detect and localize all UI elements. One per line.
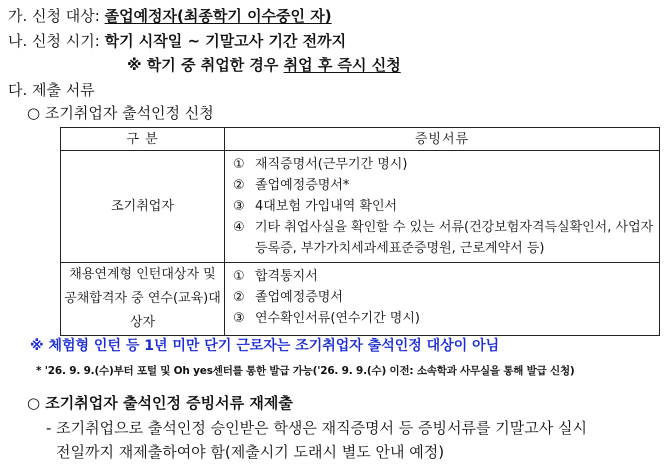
period-note [127, 55, 401, 75]
item-text: 연수확인서류(연수기간 명시) [255, 311, 420, 326]
documents-table [60, 127, 660, 336]
target-prefix: 가. 신청 대상: [8, 7, 105, 25]
category-cell [61, 263, 225, 336]
list-item [233, 217, 655, 259]
table-row [61, 151, 660, 263]
list-item [233, 308, 655, 329]
table-row [61, 263, 660, 336]
resubmission-text-line: - 조기취업으로 출석인정 승인받은 학생은 재직증명서 등 증빙서류를 기말고사 실시 [46, 419, 587, 437]
target-line [8, 6, 332, 26]
category-cell: 조기취업자 [61, 151, 225, 263]
item-number: ③ [233, 199, 245, 214]
item-text: 졸업예정증명서* [255, 178, 350, 193]
item-number: ② [233, 290, 245, 305]
period-prefix: 나. 신청 시기: [8, 32, 105, 50]
item-number: ④ [233, 220, 245, 235]
category-line: 공채합격자 중 연수(교육)대상자 [64, 291, 221, 330]
list-item [233, 154, 655, 175]
period-note-value: 취업 후 즉시 신청 [283, 56, 401, 74]
list-item [233, 175, 655, 196]
issuance-footnote: * '26. 9. 9.(수)부터 포털 및 Oh yes센터를 통한 발급 가능('26. 9. 9.(수) 이전: 소속학과 사무실을 통해 발급 신청) [36, 365, 575, 377]
resubmission-text-line: 전일까지 재제출하여야 함(제출시기 도래시 별도 안내 예정) [56, 443, 445, 461]
list-item [233, 266, 655, 287]
documents-list [233, 266, 655, 329]
period-value: 학기 시작일 ~ 기말고사 기간 전까지 [104, 32, 347, 50]
application-subheading: ○ 조기취업자 출석인정 신청 [27, 104, 214, 122]
item-text: 졸업예정증명서 [255, 290, 343, 305]
resubmission-subheading: ○ 조기취업자 출석인정 증빙서류 재제출 [27, 394, 293, 412]
list-item [233, 287, 655, 308]
documents-cell [225, 151, 660, 263]
list-item [233, 196, 655, 217]
header-category: 구 분 [61, 128, 225, 151]
item-number: ① [233, 269, 245, 284]
header-documents: 증빙서류 [225, 128, 660, 151]
category-line: 채용연계형 인턴대상자 및 [69, 267, 216, 282]
item-text: 기타 취업사실을 확인할 수 있는 서류(건강보험자격득실확인서, 사업자등록증, 부가가치세과세표준증명원, 근로계약서 등) [255, 220, 654, 256]
documents-heading: 다. 제출 서류 [8, 81, 95, 99]
period-line [8, 31, 346, 51]
item-text: 4대보험 가입내역 확인서 [255, 199, 398, 214]
item-number: ② [233, 178, 245, 193]
table-header-row [61, 128, 660, 151]
target-value: 졸업예정자 [104, 7, 178, 25]
item-number: ① [233, 157, 245, 172]
period-note-prefix: ※ 학기 중 취업한 경우 [127, 56, 284, 74]
item-text: 합격통지서 [255, 269, 318, 284]
internship-note: ※ 체험형 인턴 등 1년 미만 단기 근로자는 조기취업자 출석인정 대상이 아님 [30, 338, 500, 354]
item-number: ③ [233, 311, 245, 326]
documents-list [233, 154, 655, 259]
item-text: 재직증명서(근무기간 명시) [255, 157, 408, 172]
documents-cell [225, 263, 660, 336]
target-value-detail: (최종학기 이수중인 자) [177, 7, 332, 25]
